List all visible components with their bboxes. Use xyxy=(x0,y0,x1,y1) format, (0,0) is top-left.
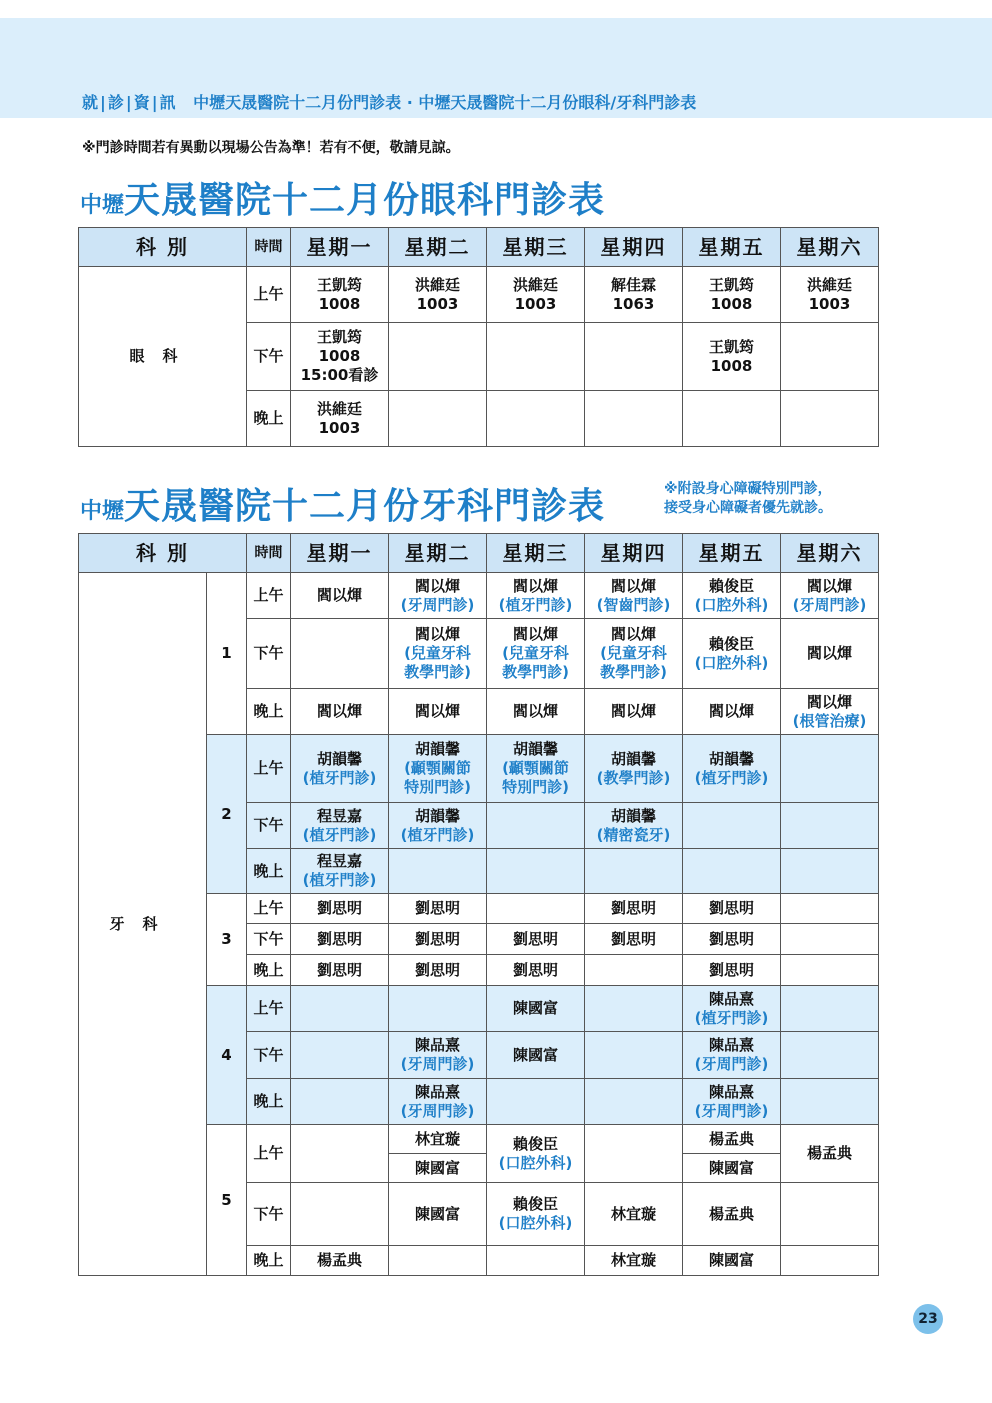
schedule-cell: 閻以煇 (智齒門診) xyxy=(585,573,683,619)
schedule-cell: 閻以煇 xyxy=(781,619,879,689)
time-label: 晚上 xyxy=(247,689,291,735)
schedule-cell xyxy=(487,803,585,849)
schedule-cell: 劉思明 xyxy=(683,894,781,924)
group-number: 3 xyxy=(207,894,247,986)
schedule-cell: 閻以煇 (植牙門診) xyxy=(487,573,585,619)
schedule-cell: 洪維廷 1003 xyxy=(781,267,879,323)
schedule-cell: 閻以煇 xyxy=(683,689,781,735)
eye-schedule-title: 中壢天晟醫院十二月份眼科門診表 xyxy=(80,180,606,221)
group-number: 4 xyxy=(207,986,247,1125)
schedule-cell: 林宜璇 xyxy=(585,1246,683,1276)
day-header: 星期五 xyxy=(683,534,781,573)
schedule-cell: 陳國富 xyxy=(389,1183,487,1246)
schedule-cell xyxy=(487,1079,585,1125)
schedule-cell: 劉思明 xyxy=(389,924,487,955)
schedule-cell xyxy=(683,391,781,447)
schedule-cell xyxy=(291,1183,389,1246)
time-label: 下午 xyxy=(247,1183,291,1246)
schedule-cell xyxy=(683,849,781,894)
schedule-cell: 洪維廷 1003 xyxy=(487,267,585,323)
schedule-cell xyxy=(781,955,879,986)
schedule-cell xyxy=(487,849,585,894)
time-label: 晚上 xyxy=(247,1079,291,1125)
schedule-cell xyxy=(487,1246,585,1276)
schedule-cell: 王凱筠 1008 15:00看診 xyxy=(291,323,389,391)
schedule-cell xyxy=(781,1079,879,1125)
schedule-cell: 胡韻馨 (植牙門診) xyxy=(389,803,487,849)
schedule-cell: 閻以煇 xyxy=(291,573,389,619)
schedule-cell: 劉思明 xyxy=(291,924,389,955)
table-row xyxy=(79,267,879,323)
schedule-cell xyxy=(585,849,683,894)
day-header: 星期三 xyxy=(487,228,585,267)
schedule-cell: 閻以煇 (牙周門診) xyxy=(781,573,879,619)
day-header: 星期四 xyxy=(585,534,683,573)
schedule-cell xyxy=(487,391,585,447)
schedule-cell: 陳國富 xyxy=(683,1246,781,1276)
schedule-cell: 劉思明 xyxy=(683,955,781,986)
schedule-cell: 賴俊臣 (口腔外科) xyxy=(683,619,781,689)
page-number: 23 xyxy=(913,1304,943,1334)
schedule-cell: 賴俊臣 (口腔外科) xyxy=(683,573,781,619)
eye-dept-cell: 眼科 xyxy=(79,267,247,447)
day-header: 星期六 xyxy=(781,534,879,573)
schedule-cell: 賴俊臣 (口腔外科) xyxy=(487,1183,585,1246)
schedule-cell xyxy=(291,619,389,689)
schedule-cell: 劉思明 xyxy=(585,924,683,955)
schedule-cell: 陳國富 xyxy=(487,1032,585,1079)
schedule-cell xyxy=(291,986,389,1032)
schedule-cell xyxy=(585,1032,683,1079)
schedule-cell xyxy=(781,924,879,955)
dental-schedule-title: 中壢天晟醫院十二月份牙科門診表 xyxy=(80,486,606,527)
schedule-cell xyxy=(781,735,879,803)
schedule-cell: 林宜璇 xyxy=(585,1183,683,1246)
schedule-cell: 劉思明 xyxy=(291,955,389,986)
schedule-cell xyxy=(781,1183,879,1246)
schedule-cell: 胡韻馨 (精密瓷牙) xyxy=(585,803,683,849)
schedule-cell xyxy=(585,1079,683,1125)
schedule-cell: 閻以煇 (根管治療) xyxy=(781,689,879,735)
schedule-cell: 劉思明 xyxy=(683,924,781,955)
schedule-cell: 閻以煇 xyxy=(487,689,585,735)
schedule-cell: 胡韻馨 (植牙門診) xyxy=(291,735,389,803)
schedule-cell xyxy=(389,986,487,1032)
time-label: 下午 xyxy=(247,1032,291,1079)
schedule-cell: 陳品熹 (牙周門診) xyxy=(683,1079,781,1125)
schedule-cell xyxy=(487,894,585,924)
schedule-cell xyxy=(781,849,879,894)
schedule-cell: 閻以煇 (兒童牙科 教學門診) xyxy=(389,619,487,689)
schedule-cell xyxy=(389,849,487,894)
time-label: 下午 xyxy=(247,323,291,391)
schedule-cell xyxy=(781,894,879,924)
schedule-cell xyxy=(585,986,683,1032)
schedule-cell: 劉思明 xyxy=(291,894,389,924)
schedule-cell: 陳品熹 (植牙門診) xyxy=(683,986,781,1032)
group-number: 1 xyxy=(207,573,247,735)
dept-header: 科 別 xyxy=(79,228,247,267)
time-header: 時間 xyxy=(247,534,291,573)
schedule-cell: 閻以煇 xyxy=(585,689,683,735)
time-label: 晚上 xyxy=(247,391,291,447)
schedule-cell: 王凱筠 1008 xyxy=(291,267,389,323)
header-line xyxy=(82,90,696,113)
time-header: 時間 xyxy=(247,228,291,267)
schedule-cell xyxy=(487,323,585,391)
schedule-cell xyxy=(585,955,683,986)
time-label: 晚上 xyxy=(247,849,291,894)
table-row xyxy=(79,573,879,619)
dental-schedule-table xyxy=(78,533,879,1276)
schedule-cell: 胡韻馨 (顳顎關節 特別門診) xyxy=(389,735,487,803)
schedule-cell xyxy=(389,1246,487,1276)
time-label: 下午 xyxy=(247,803,291,849)
table-header-row xyxy=(79,534,879,573)
table-header-row xyxy=(79,228,879,267)
schedule-cell: 程昱嘉 (植牙門診) xyxy=(291,803,389,849)
schedule-cell xyxy=(389,391,487,447)
schedule-cell xyxy=(781,391,879,447)
time-label: 上午 xyxy=(247,573,291,619)
time-label: 下午 xyxy=(247,619,291,689)
schedule-cell: 楊孟典 xyxy=(781,1125,879,1183)
day-header: 星期六 xyxy=(781,228,879,267)
schedule-cell: 洪維廷 1003 xyxy=(389,267,487,323)
schedule-cell: 楊孟典 xyxy=(291,1246,389,1276)
time-label: 上午 xyxy=(247,1125,291,1183)
schedule-cell: 劉思明 xyxy=(389,894,487,924)
dept-header: 科 別 xyxy=(79,534,247,573)
group-number: 2 xyxy=(207,735,247,894)
schedule-cell: 劉思明 xyxy=(487,924,585,955)
schedule-cell: 楊孟典 xyxy=(683,1183,781,1246)
schedule-cell: 解佳霖 1063 xyxy=(585,267,683,323)
schedule-cell: 劉思明 xyxy=(389,955,487,986)
schedule-cell xyxy=(781,803,879,849)
section-label: 就|診|資|訊 xyxy=(82,93,177,112)
schedule-cell: 林宜璇 xyxy=(389,1125,487,1154)
schedule-cell: 閻以煇 xyxy=(389,689,487,735)
schedule-cell: 賴俊臣 (口腔外科) xyxy=(487,1125,585,1183)
schedule-cell: 楊孟典 xyxy=(683,1125,781,1154)
schedule-cell: 閻以煇 (兒童牙科 教學門診) xyxy=(585,619,683,689)
day-header: 星期五 xyxy=(683,228,781,267)
day-header: 星期三 xyxy=(487,534,585,573)
time-label: 上午 xyxy=(247,267,291,323)
schedule-cell xyxy=(585,323,683,391)
time-label: 晚上 xyxy=(247,1246,291,1276)
schedule-cell xyxy=(291,1032,389,1079)
schedule-cell: 胡韻馨 (教學門診) xyxy=(585,735,683,803)
schedule-cell: 胡韻馨 (顳顎關節 特別門診) xyxy=(487,735,585,803)
schedule-cell: 陳品熹 (牙周門診) xyxy=(683,1032,781,1079)
day-header: 星期二 xyxy=(389,534,487,573)
schedule-cell xyxy=(585,391,683,447)
day-header: 星期二 xyxy=(389,228,487,267)
schedule-cell: 閻以煇 (兒童牙科 教學門診) xyxy=(487,619,585,689)
schedule-cell: 閻以煇 xyxy=(291,689,389,735)
schedule-cell: 洪維廷 1003 xyxy=(291,391,389,447)
schedule-cell xyxy=(781,1246,879,1276)
time-label: 上午 xyxy=(247,735,291,803)
notice-text: ※門診時間若有異動以現場公告為準！若有不便，敬請見諒。 xyxy=(82,140,460,156)
schedule-cell: 陳國富 xyxy=(487,986,585,1032)
time-label: 上午 xyxy=(247,894,291,924)
schedule-cell: 陳品熹 (牙周門診) xyxy=(389,1032,487,1079)
schedule-cell: 陳國富 xyxy=(389,1154,487,1183)
schedule-cell xyxy=(781,323,879,391)
header-title: 中壢天晟醫院十二月份門診表 · 中壢天晟醫院十二月份眼科/牙科門診表 xyxy=(193,93,697,112)
day-header: 星期一 xyxy=(291,228,389,267)
schedule-cell xyxy=(781,986,879,1032)
schedule-cell xyxy=(585,1125,683,1183)
group-number: 5 xyxy=(207,1125,247,1276)
schedule-cell: 陳國富 xyxy=(683,1154,781,1183)
day-header: 星期四 xyxy=(585,228,683,267)
schedule-cell xyxy=(389,323,487,391)
schedule-cell xyxy=(291,1125,389,1183)
schedule-cell xyxy=(781,1032,879,1079)
time-label: 晚上 xyxy=(247,955,291,986)
schedule-cell: 劉思明 xyxy=(585,894,683,924)
schedule-cell: 劉思明 xyxy=(487,955,585,986)
time-label: 上午 xyxy=(247,986,291,1032)
schedule-cell: 閻以煇 (牙周門診) xyxy=(389,573,487,619)
eye-schedule-table xyxy=(78,227,879,447)
schedule-cell: 王凱筠 1008 xyxy=(683,267,781,323)
day-header: 星期一 xyxy=(291,534,389,573)
schedule-cell: 胡韻馨 (植牙門診) xyxy=(683,735,781,803)
schedule-cell: 程昱嘉 (植牙門診) xyxy=(291,849,389,894)
schedule-cell xyxy=(291,1079,389,1125)
dental-dept-cell: 牙科 xyxy=(79,573,207,1276)
time-label: 下午 xyxy=(247,924,291,955)
schedule-cell: 王凱筠 1008 xyxy=(683,323,781,391)
schedule-cell xyxy=(683,803,781,849)
dental-note: ※附設身心障礙特別門診， 接受身心障礙者優先就診。 xyxy=(664,481,832,516)
schedule-cell: 陳品熹 (牙周門診) xyxy=(389,1079,487,1125)
